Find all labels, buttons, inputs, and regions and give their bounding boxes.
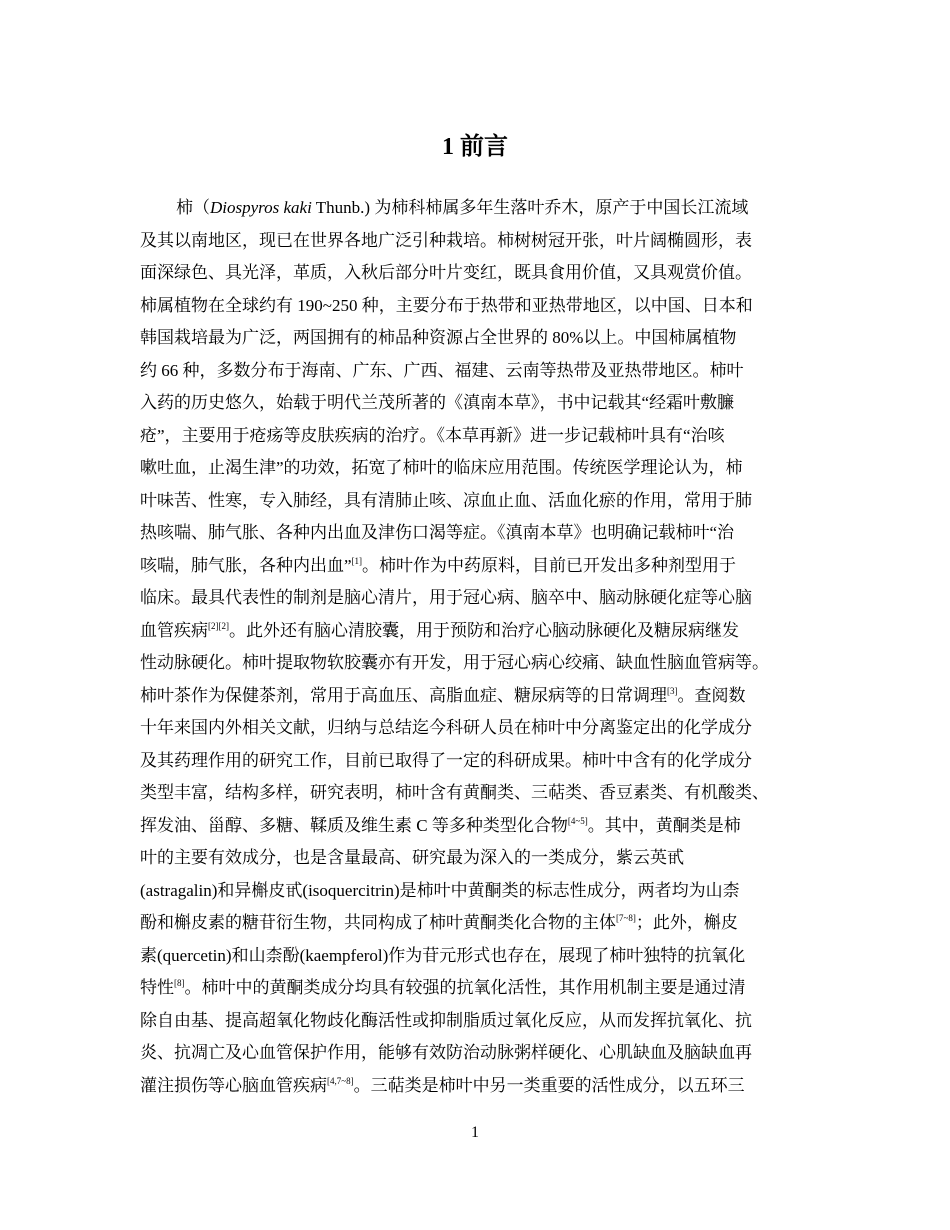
line-text: 性动脉硬化。柿叶提取物软胶囊亦有开发，用于冠心病心绞痛、缺血性脑血管病等。 xyxy=(140,653,769,672)
text-line xyxy=(140,452,830,485)
line-text: 咳喘，肺气胀，各种内出血” xyxy=(140,555,352,575)
line-text: ；此外，槲皮 xyxy=(635,913,738,932)
text-line xyxy=(140,387,830,420)
text-line xyxy=(140,907,830,940)
citation-marker: [4,7~8] xyxy=(327,1075,354,1086)
line-text: 面深绿色、具光泽，革质，入秋后部分叶片变红，既具食用价值，又具观赏价值。 xyxy=(140,263,752,282)
line-text: 。三萜类是柿叶中另一类重要的活性成分，以五环三 xyxy=(353,1075,745,1095)
species-name: Diospyros kaki xyxy=(210,198,312,217)
line-text: 酚和槲皮素的糖苷衍生物，共同构成了柿叶黄酮类化合物的主体 xyxy=(140,913,616,932)
page-number: 1 xyxy=(471,1124,479,1141)
line-text: 叶的主要有效成分，也是含量最高、研究最为深入的一类成分，紫云英甙 xyxy=(140,848,684,867)
line-text: 柿叶茶作为保健茶剂，常用于高血压、高脂血症、糖尿病等的日常调理 xyxy=(140,685,667,705)
citation-marker: [7~8] xyxy=(616,913,636,923)
line-text: 。柿叶作为中药原料，目前已开发出多种剂型用于 xyxy=(362,555,737,575)
section-heading: 1 前言 xyxy=(442,134,508,160)
line-text: 入药的历史悠久，始载于明代兰茂所著的《滇南本草》，书中记载其“经霜叶敷臁 xyxy=(140,393,735,412)
line-text: (astragalin)和异槲皮甙(isoquercitrin)是柿叶中黄酮类的标志性成分，两者均为山柰 xyxy=(140,880,740,900)
text-line xyxy=(140,257,830,290)
text-line xyxy=(140,192,830,225)
text-line xyxy=(140,1037,830,1070)
citation-marker: [2][2] xyxy=(208,620,229,631)
line-text: 类型丰富，结构多样，研究表明，柿叶含有黄酮类、三萜类、香豆素类、有机酸类、 xyxy=(140,783,769,802)
line-text: 韩国栽培最为广泛，两国拥有的柿品种资源占全世界的 80%以上。中国柿属植物 xyxy=(140,328,737,347)
line-text: 热咳喘、肺气胀、各种内出血及津伤口渴等症。《滇南本草》也明确记载柿叶“治 xyxy=(140,523,735,542)
body-paragraph xyxy=(140,192,830,1102)
line-text: 。查阅数 xyxy=(677,685,746,705)
line-text: 特性 xyxy=(140,978,174,997)
line-text: 十年来国内外相关文献，归纳与总结迄今科研人员在柿叶中分离鉴定出的化学成分 xyxy=(140,718,752,737)
line-text: 及其药理作用的研究工作，目前已取得了一定的科研成果。柿叶中含有的化学成分 xyxy=(140,750,752,770)
line-text: 挥发油、甾醇、多糖、鞣质及维生素 C 等多种类型化合物 xyxy=(140,815,568,835)
citation-marker: [1] xyxy=(351,555,363,566)
line-text: 及其以南地区，现已在世界各地广泛引种栽培。柿树树冠开张，叶片阔椭圆形，表 xyxy=(140,230,752,250)
text-line xyxy=(140,680,830,713)
line-text: 柿属植物在全球约有 190~250 种，主要分布于热带和亚热带地区，以中国、日本和 xyxy=(140,295,753,315)
text-line xyxy=(140,485,830,518)
line-text: 疮”，主要用于疮疡等皮肤疾病的治疗。《本草再新》进一步记载柿叶具有“治咳 xyxy=(140,425,725,445)
text-line xyxy=(140,712,830,745)
line-text: 临床。最具代表性的制剂是脑心清片，用于冠心病、脑卒中、脑动脉硬化症等心脑 xyxy=(140,588,752,607)
text-line xyxy=(140,582,830,615)
line-text: 嗽吐血，止渴生津”的功效，拓宽了柿叶的临床应用范围。传统医学理论认为，柿 xyxy=(140,458,743,477)
text-line xyxy=(140,972,830,1005)
citation-marker: [4~5] xyxy=(567,815,588,826)
text-line xyxy=(140,1005,830,1038)
text-line xyxy=(140,615,830,648)
text-line xyxy=(140,322,830,355)
line-text: 炎、抗凋亡及心血管保护作用，能够有效防治动脉粥样硬化、心肌缺血及脑缺血再 xyxy=(140,1043,752,1062)
text-line xyxy=(140,550,830,583)
line-text: 柿（ xyxy=(176,198,210,217)
line-text: 血管疾病 xyxy=(140,620,208,640)
text-line xyxy=(140,647,830,680)
line-text: 约 66 种，多数分布于海南、广东、广西、福建、云南等热带及亚热带地区。柿叶 xyxy=(140,360,744,380)
text-line xyxy=(140,777,830,810)
line-text: 。此外还有脑心清胶囊，用于预防和治疗心脑动脉硬化及糖尿病继发 xyxy=(229,620,739,640)
text-line xyxy=(140,810,830,843)
text-line xyxy=(140,875,830,908)
line-text: 。柿叶中的黄酮类成分均具有较强的抗氧化活性，其作用机制主要是通过清 xyxy=(184,978,746,997)
line-text: 灌注损伤等心脑血管疾病 xyxy=(140,1075,327,1095)
text-line xyxy=(140,1070,830,1103)
text-line xyxy=(140,842,830,875)
text-line xyxy=(140,355,830,388)
text-line xyxy=(140,225,830,258)
text-line xyxy=(140,940,830,973)
line-text: 除自由基、提高超氧化物歧化酶活性或抑制脂质过氧化反应，从而发挥抗氧化、抗 xyxy=(140,1010,752,1030)
line-text: 。其中，黄酮类是柿 xyxy=(587,815,741,835)
line-text: 素(quercetin)和山柰酚(kaempferol)作为苷元形式也存在，展现了柿叶独特的抗氧化 xyxy=(140,945,746,965)
citation-marker: [3] xyxy=(667,685,678,696)
citation-marker: [8] xyxy=(174,978,185,988)
text-line xyxy=(140,517,830,550)
line-text: Thunb.) 为柿科柿属多年生落叶乔木，原产于中国长江流域 xyxy=(311,198,749,217)
text-line xyxy=(140,745,830,778)
text-line xyxy=(140,290,830,323)
text-line xyxy=(140,420,830,453)
line-text: 叶味苦、性寒，专入肺经，具有清肺止咳、凉血止血、活血化瘀的作用，常用于肺 xyxy=(140,490,752,510)
